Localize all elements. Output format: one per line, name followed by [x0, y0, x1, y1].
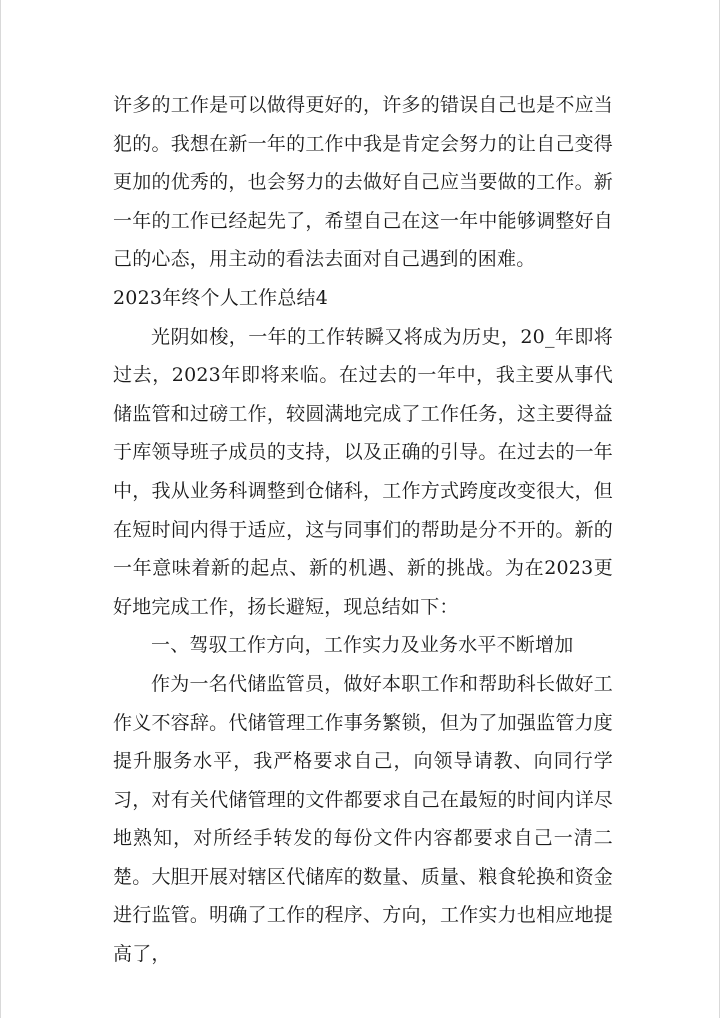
subheading-one: 一、驾驭工作方向，工作实力及业务水平不断增加 — [151, 634, 574, 657]
paragraph-detail: 作为一名代储监管员，做好本职工作和帮助科长做好工作义不容辞。代储管理工作事务繁锁，但为了加强监管力度提升服务水平，我严格要求自己，向领导请教、向同行学习，对有关代储管理的文件都要求自己在最短的时间内详尽地熟知，对所经手转发的每份文件内容都要求自己一清二楚。大胆开展对辖区代储库的数量、质量、粮食轮换和资金进行监管。明确了工作的程序、方向，工作实力也相应地提高了， — [113, 672, 613, 966]
document-body — [113, 86, 613, 974]
paragraph-intro: 许多的工作是可以做得更好的，许多的错误自己也是不应当犯的。我想在新一年的工作中我是肯定会努力的让自己变得更加的优秀的，也会努力的去做好自己应当要做的工作。新一年的工作已经起先了，希望自己在这一年中能够调整好自己的心态，用主动的看法去面对自己遇到的困难。 — [113, 94, 613, 271]
paragraph-summary: 光阴如梭，一年的工作转瞬又将成为历史，20_年即将过去，2023年即将来临。在过去的一年中，我主要从事代储监管和过磅工作，较圆满地完成了工作任务，这主要得益于库领导班子成员的支持，以及正确的引导。在过去的一年中，我从业务科调整到仓储科，工作方式跨度改变很大，但在短时间内得于适应，这与同事们的帮助是分不开的。新的一年意味着新的起点、新的机遇、新的挑战。为在2023更好地完成工作，扬长避短，现总结如下： — [113, 325, 613, 618]
section-title: 2023年终个人工作总结4 — [113, 286, 329, 309]
